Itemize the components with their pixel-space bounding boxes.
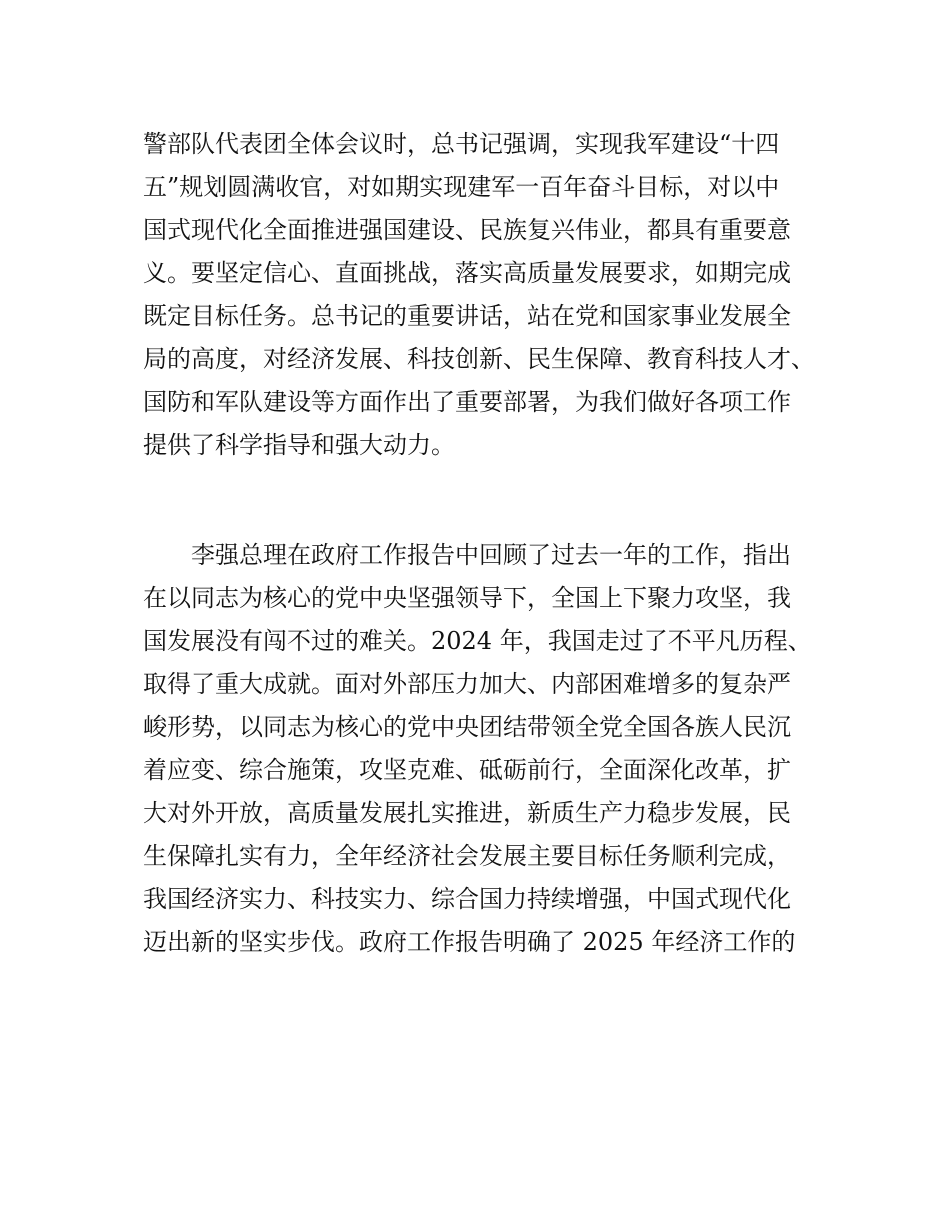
- text-line: 提供了科学指导和强大动力。: [143, 431, 455, 459]
- text-line: 在以同志为核心的党中央坚强领导下，全国上下聚力攻坚，我: [143, 584, 791, 612]
- text-line: 五”规划圆满收官，对如期实现建军一百年奋斗目标，对以中: [143, 173, 780, 201]
- text-line: 取得了重大成就。面对外部压力加大、内部困难增多的复杂严: [143, 670, 791, 698]
- text-line: 义。要坚定信心、直面挑战，落实高质量发展要求，如期完成: [143, 259, 791, 287]
- text-line: 我国经济实力、科技实力、综合国力持续增强，中国式现代化: [143, 885, 791, 913]
- paragraph-1: [143, 123, 833, 467]
- text-line: 生保障扎实有力，全年经济社会发展主要目标任务顺利完成，: [143, 842, 791, 870]
- text-line: 国防和军队建设等方面作出了重要部署，为我们做好各项工作: [143, 388, 791, 416]
- text-line: 峻形势，以同志为核心的党中央团结带领全党全国各族人民沉: [143, 713, 791, 741]
- text-line: 国发展没有闯不过的难关。2024 年，我国走过了不平凡历程、: [143, 627, 812, 655]
- text-line: 迈出新的坚实步伐。政府工作报告明确了 2025 年经济工作的: [143, 928, 796, 956]
- paragraph-2: [143, 534, 833, 964]
- text-line: 李强总理在政府工作报告中回顾了过去一年的工作，指出: [191, 541, 791, 569]
- text-line: 警部队代表团全体会议时，总书记强调，实现我军建设“十四: [143, 130, 780, 158]
- text-line: 着应变、综合施策，攻坚克难、砥砺前行，全面深化改革，扩: [143, 756, 791, 784]
- text-line: 大对外开放，高质量发展扎实推进，新质生产力稳步发展，民: [143, 799, 791, 827]
- text-line: 既定目标任务。总书记的重要讲话，站在党和国家事业发展全: [143, 302, 791, 330]
- text-line: 局的高度，对经济发展、科技创新、民生保障、教育科技人才、: [143, 345, 815, 373]
- text-line: 国式现代化全面推进强国建设、民族复兴伟业，都具有重要意: [143, 216, 791, 244]
